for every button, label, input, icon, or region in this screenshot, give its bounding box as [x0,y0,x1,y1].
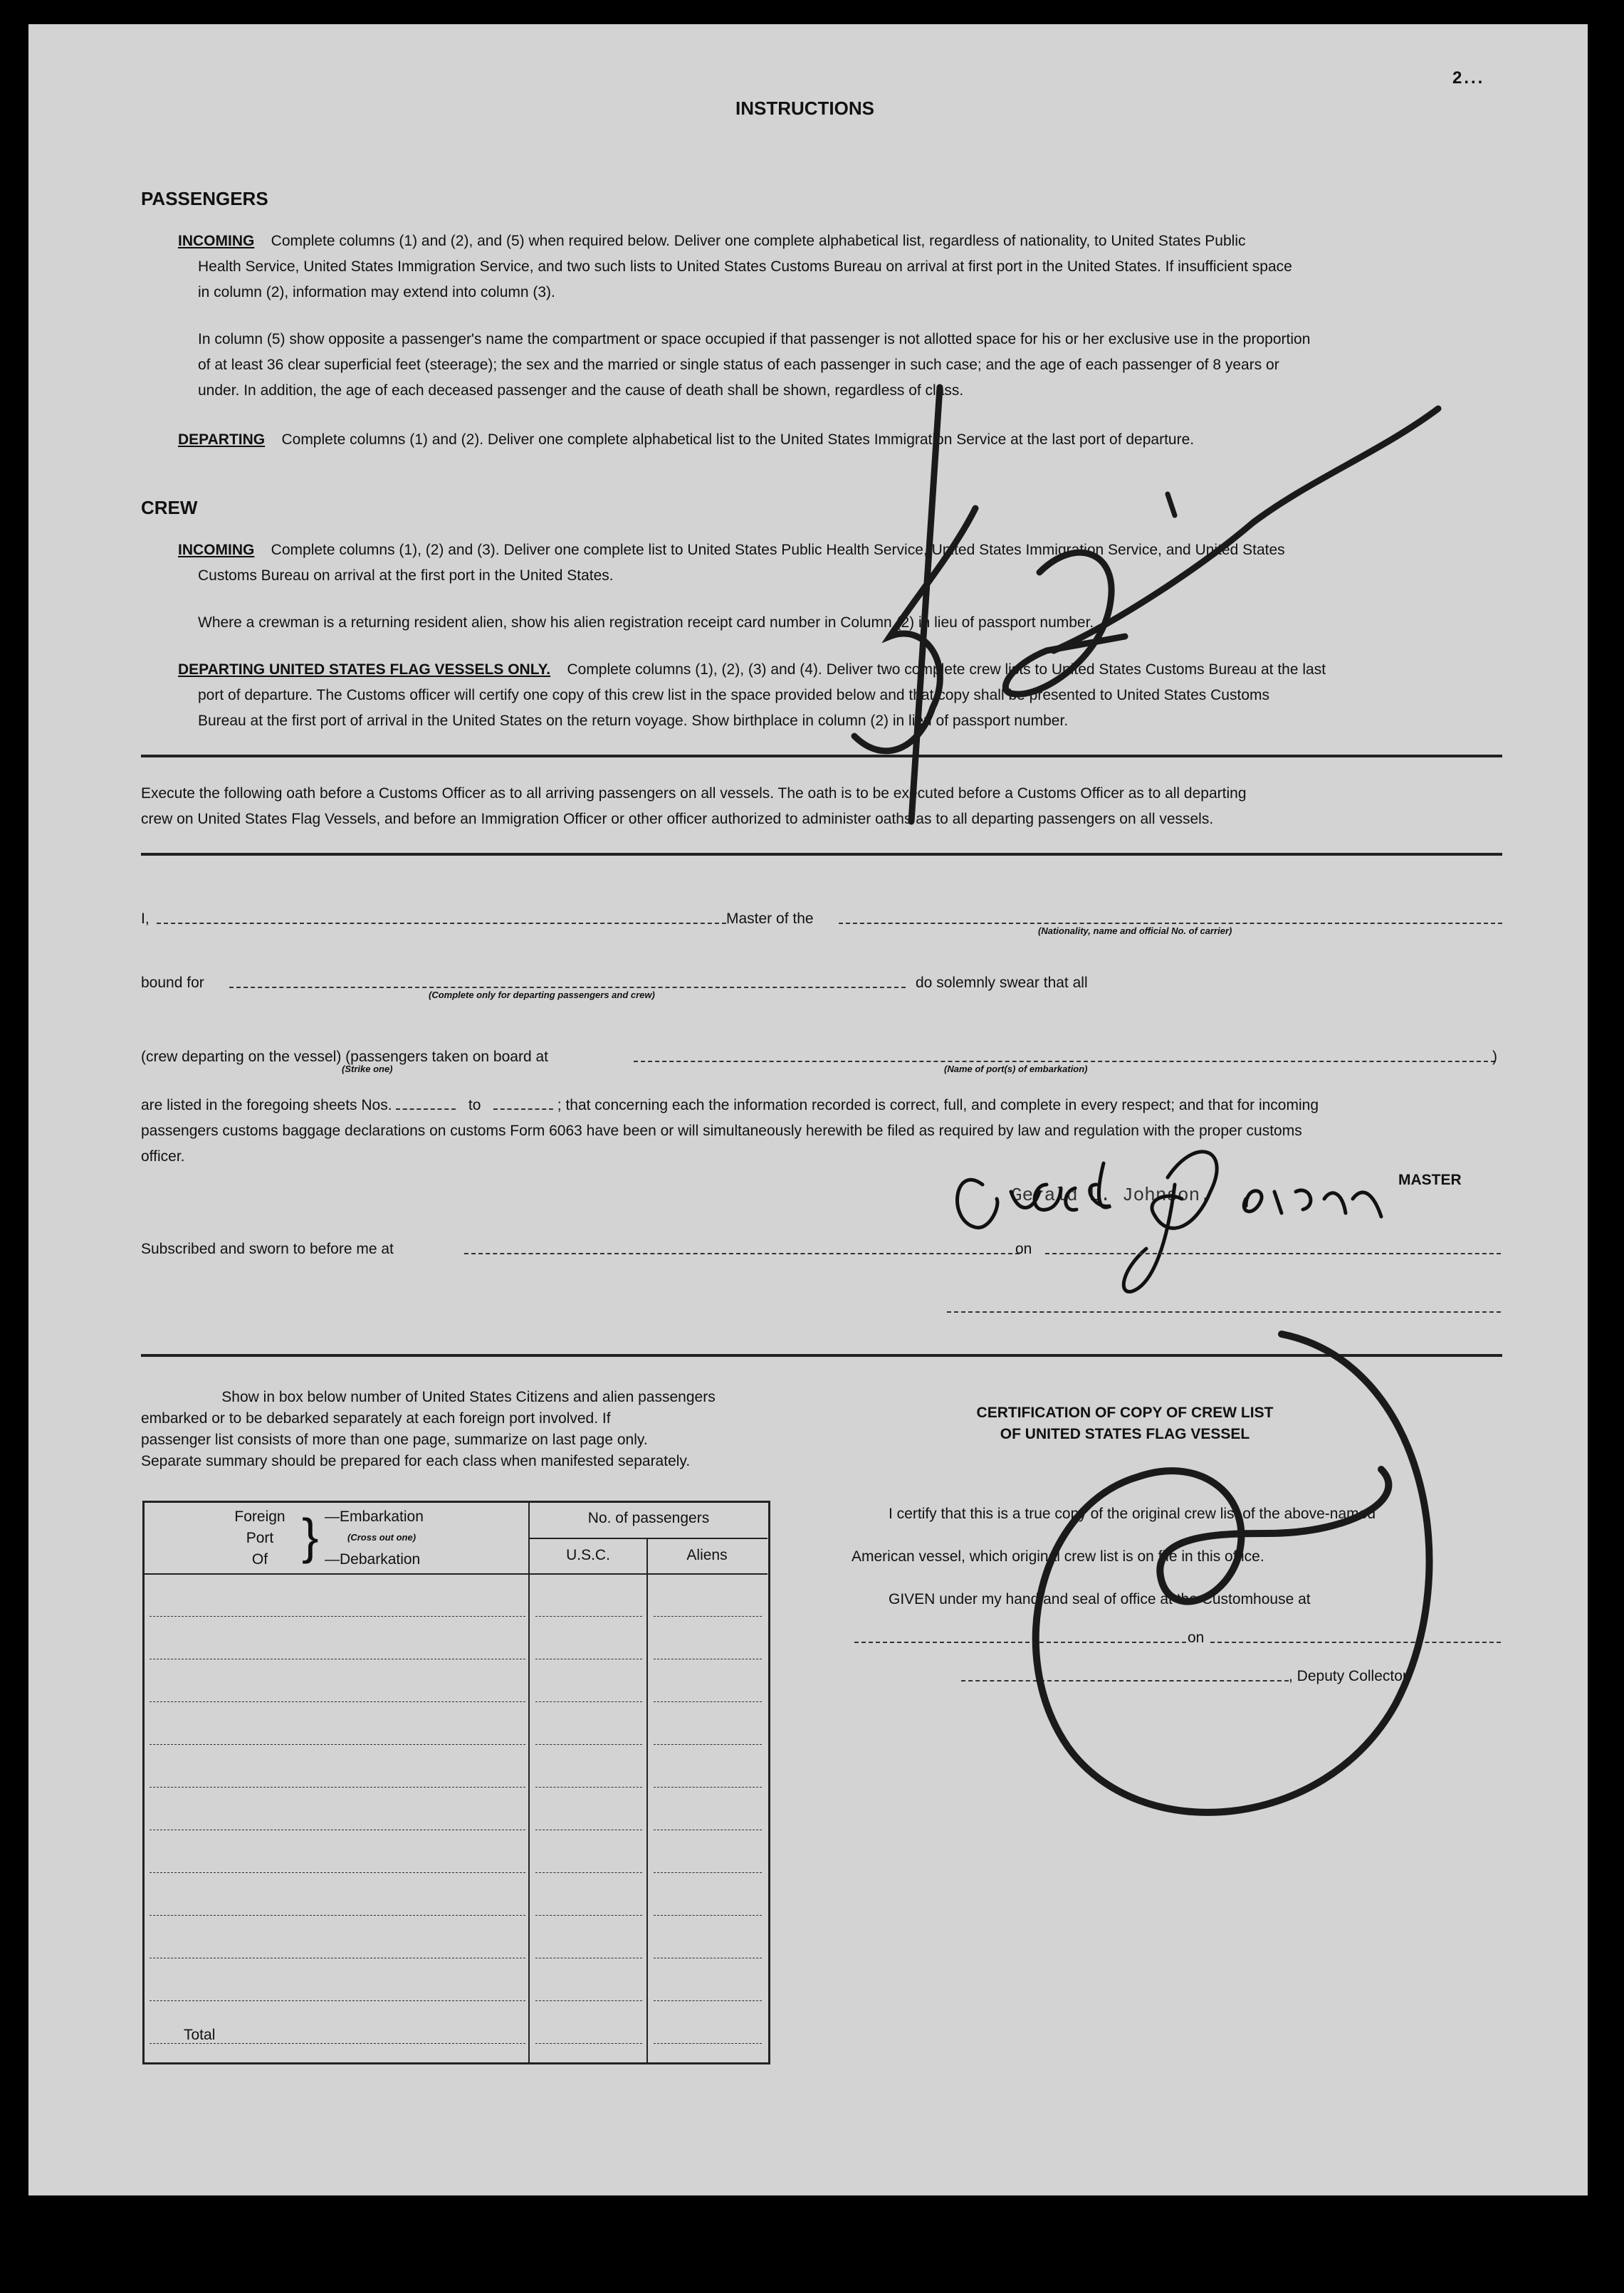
listed-text-a: are listed in the foregoing sheets Nos. [141,1097,392,1113]
table-col-divider [528,1501,530,2063]
table-row-line[interactable] [535,1915,642,1916]
typed-signature-name: Gerald L. Johnson. [1011,1185,1211,1206]
sworn-date-field[interactable] [1045,1253,1501,1254]
on-label: on [1015,1241,1032,1257]
table-foreign: Foreign [234,1508,285,1525]
table-row-line[interactable] [535,1701,642,1702]
table-port: Port [246,1530,274,1546]
strike-note: (Strike one) [342,1064,393,1074]
crew-departing-line3: Bureau at the first port of arrival in the United States on the return voyage. Show birthplace in column (2) in lieu of passport number. [198,713,1069,729]
passengers-departing-label: DEPARTING [178,431,266,448]
table-total-label: Total [184,2027,216,2043]
crew-departing-line2: port of departure. The Customs officer will certify one copy of this crew list in the space provided below and that copy shall be presented to United States Customs [198,687,1269,703]
summary-line3: passenger list consists of more than one page, summarize on last page only. [141,1432,648,1448]
table-aliens: Aliens [686,1547,728,1563]
cert-title-1: CERTIFICATION OF COPY OF CREW LIST [976,1405,1274,1421]
table-row-line[interactable] [535,1744,642,1745]
sheet-to-field[interactable] [493,1108,553,1110]
passengers-heading: PASSENGERS [141,188,268,209]
table-row-line[interactable] [150,1616,525,1617]
cert-on-label: on [1188,1630,1205,1646]
master-of-the-label: Master of the [726,911,814,927]
to-word: to [468,1097,481,1113]
table-row-line[interactable] [654,1701,762,1702]
table-row-line[interactable] [150,1701,525,1702]
complete-note: (Complete only for departing passengers and crew) [429,990,655,1000]
table-header-line [142,1573,768,1575]
crew-incoming-label: INCOMING [178,542,255,558]
subscribed-label: Subscribed and sworn to before me at [141,1241,394,1257]
deputy-collector-label: , Deputy Collector [1289,1668,1408,1684]
table-row-line[interactable] [654,1872,762,1873]
table-debarkation: —Debarkation [325,1551,421,1568]
port-embarkation-field[interactable] [634,1061,1495,1062]
table-usc: U.S.C. [566,1547,610,1563]
crew-heading: CREW [141,497,198,518]
master-label: MASTER [1398,1172,1462,1188]
listed-line3: officer. [141,1148,185,1165]
passengers-incoming-text: Complete columns (1) and (2), and (5) when required below. Deliver one complete alphabetical list, regardless of nationality, to United States Public [271,233,1246,249]
crew-departing-text: Complete columns (1), (2), (3) and (4). Deliver two complete crew lists to United States Customs Bureau at the last [567,661,1326,678]
table-embarkation: —Embarkation [325,1508,424,1525]
sheet-from-field[interactable] [396,1108,456,1110]
table-no-passengers: No. of passengers [587,1510,710,1526]
table-of: Of [251,1551,268,1568]
table-cross-out: (Cross out one) [347,1532,417,1543]
corner-mark: 2... [1452,68,1485,88]
table-row-line[interactable] [654,2043,762,2044]
passenger-summary-table [142,1501,770,2064]
bound-for-label: bound for [141,975,204,991]
swear-label: do solemnly swear that all [916,975,1088,991]
table-row-line[interactable] [654,1744,762,1745]
table-row-line[interactable] [654,1616,762,1617]
table-row-line[interactable] [654,2000,762,2001]
table-col-divider [646,1538,648,2063]
crew-departing-label: DEPARTING UNITED STATES FLAG VESSELS ONLY. [178,661,551,678]
table-row-line[interactable] [535,1616,642,1617]
table-subheader-line [528,1538,768,1539]
cert-title-2: OF UNITED STATES FLAG VESSEL [1000,1426,1250,1442]
master-name-field[interactable] [157,923,726,924]
table-row-line[interactable] [150,1915,525,1916]
oath-intro-line2: crew on United States Flag Vessels, and before an Immigration Officer or other officer authorized to administer oaths as to all departing passengers on all vessels. [141,811,1214,827]
oath-intro-line1: Execute the following oath before a Customs Officer as to all arriving passengers on all vessels. The oath is to be executed before a Customs Officer as to all departing [141,785,1247,802]
col5-line3: under. In addition, the age of each deceased passenger and the cause of death shall be shown, regardless of class. [198,382,964,399]
table-row-line[interactable] [535,1787,642,1788]
col5-line2: of at least 36 clear superficial feet (steerage); the sex and the married or single status of each passenger in such case; and the age of each passenger of 8 years or [198,357,1279,373]
table-row-line[interactable] [150,2000,525,2001]
listed-line1 [141,1092,1319,1118]
summary-line2: embarked or to be debarked separately at each foreign port involved. If [141,1410,611,1427]
page-title: INSTRUCTIONS [735,98,874,119]
summary-line1: Show in box below number of United States Citizens and alien passengers [221,1389,716,1405]
handwritten-5-2-mark [740,366,1524,935]
table-row-line[interactable] [150,1744,525,1745]
bound-for-field[interactable] [229,987,906,988]
table-row-line[interactable] [535,2043,642,2044]
passengers-incoming-label: INCOMING [178,233,255,249]
crew-departing-label: (crew departing on the vessel) (passengers taken on board at [141,1049,548,1065]
crew-incoming-line2: Customs Bureau on arrival at the first port in the United States. [198,567,614,584]
cert-line-2: American vessel, which original crew list is on file in this office. [852,1548,1264,1565]
table-row-line[interactable] [150,1787,525,1788]
summary-line4: Separate summary should be prepared for each class when manifested separately. [141,1453,691,1469]
table-row-line[interactable] [654,1915,762,1916]
table-brace: } [302,1508,319,1564]
close-paren: ) [1492,1049,1497,1065]
crew-incoming-text: Complete columns (1), (2) and (3). Deliver one complete list to United States Public Health Service, United States Immigration Service, and United States [271,542,1285,558]
crew-resident-line: Where a crewman is a returning resident alien, show his alien registration receipt card number in Column (2) in lieu of passport number. [198,614,1094,631]
oath-i-label: I, [141,911,150,927]
port-note: (Name of port(s) of embarkation) [944,1064,1088,1074]
passengers-incoming-line1 [178,228,1246,254]
cert-line-3: GIVEN under my hand and seal of office at the Customhouse at [889,1591,1311,1607]
form-page [28,24,1588,2195]
cert-line-1: I certify that this is a true copy of the original crew list of the above-named [889,1506,1376,1522]
handwritten-circle-mark [983,1320,1495,1861]
sworn-place-field[interactable] [464,1253,1020,1254]
nationality-note: (Nationality, name and official No. of carrier) [1038,925,1232,936]
col5-line1: In column (5) show opposite a passenger's name the compartment or space occupied if that passenger is not allotted space for his or her exclusive use in the proportion [198,331,1311,347]
official-signature-field[interactable] [947,1311,1501,1313]
table-row-line[interactable] [535,1872,642,1873]
passengers-incoming-line2: Health Service, United States Immigration Service, and two such lists to United States Customs Bureau on arrival at first port in the United States. If insufficient space [198,258,1292,275]
listed-line2: passengers customs baggage declarations on customs Form 6063 have been or will simultaneously herewith be filed as required by law and regulation with the proper customs [141,1123,1302,1139]
listed-text-b: ; that concerning each the information recorded is correct, full, and complete in every respect; and that for incoming [557,1097,1319,1113]
passengers-departing-text: Complete columns (1) and (2). Deliver one complete alphabetical list to the United States Immigration Service at the last port of departure. [281,431,1195,448]
table-row-line[interactable] [654,1787,762,1788]
table-row-line[interactable] [535,2000,642,2001]
table-row-line[interactable] [150,1872,525,1873]
signature [940,1121,1424,1306]
passengers-incoming-line3: in column (2), information may extend into column (3). [198,284,555,300]
